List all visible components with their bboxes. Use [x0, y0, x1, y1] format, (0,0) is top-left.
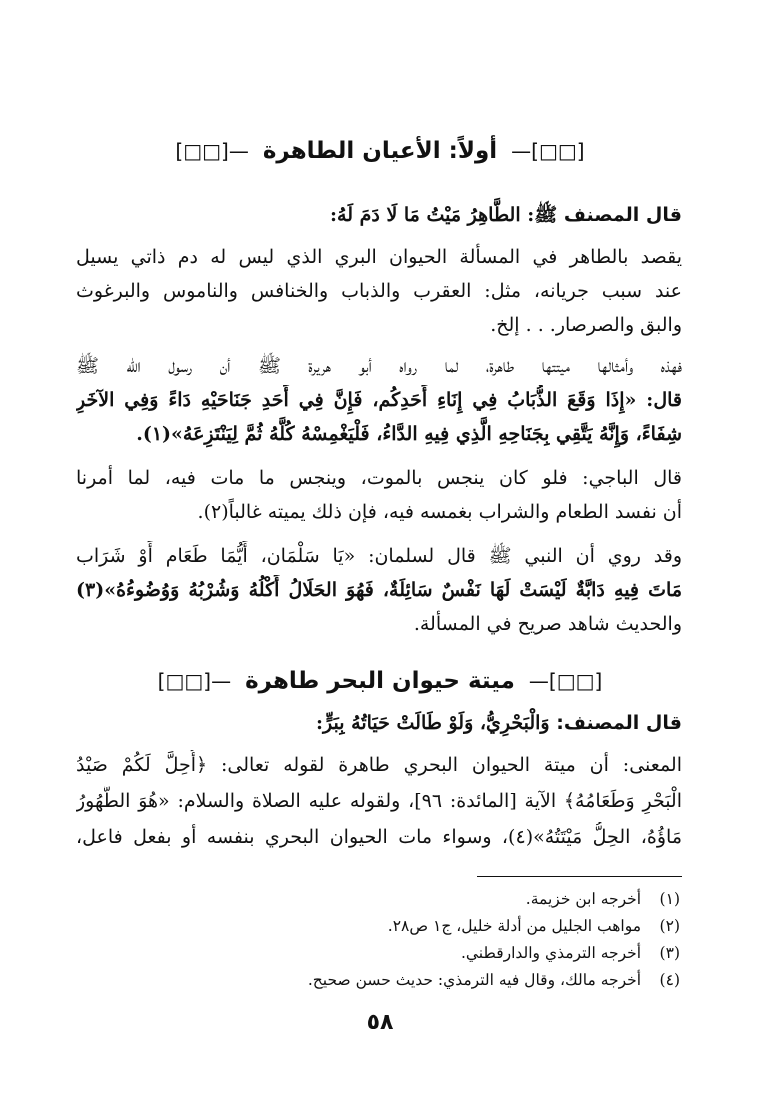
- paragraph-line: والحديث شاهد صريح في المسألة.: [413, 613, 682, 635]
- ornament-right: [□□]—: [511, 139, 585, 163]
- footnote-text: أخرجه مالك، وقال فيه الترمذي: حديث حسن صحيح.: [307, 971, 642, 989]
- paragraph-line: الْبَحْرِ وَطَعَامُهُ﴾ الآية [المائدة: ٩٦]، ولقوله عليه الصلاة والسلام: «هُوَ الطَّهُورُ: [76, 790, 682, 812]
- author-label: قال المصنف: [563, 204, 682, 226]
- hadith-line: شِفَاءً، وَإِنَّهُ يَتَّقِي بِجَنَاحِهِ الَّذِي فِيهِ الدَّاءُ، فَلْيَغْمِسْهُ كُلَّهُ ثُمَّ لِيَنْتَزِعَهُ»(١).: [136, 423, 682, 445]
- honorific: ﷺ‬:: [527, 204, 558, 226]
- paragraph-line: فهذه وأمثالها ميتتها طاهرة، لما رواه أبو هريرة ﷺ أن رسول الله ﷺ: [76, 355, 682, 377]
- author-statement-2: [76, 708, 682, 738]
- section-heading-2: [0, 668, 760, 694]
- footnote-text: مواهب الجليل من أدلة خليل، ج١ ص٢٨.: [387, 917, 642, 935]
- footnote-number: (٣): [659, 944, 680, 962]
- hadith-line: مَاتَ فِيهِ دَابَّةٌ لَيْسَتْ لَهَا نَفْسٌ سَائِلَةٌ، فَهُوَ الحَلَالُ أَكْلُهُ وَشُرْبُهُ وَوُضُوءُهُ»(٣): [76, 579, 682, 601]
- paragraph-line: المعنى: أن ميتة الحيوان البحري طاهرة لقوله تعالى: ﴿أُحِلَّ لَكُمْ صَيْدُ: [76, 754, 682, 776]
- author-label: قال المصنف:: [556, 712, 682, 734]
- paragraph-line: مَاؤُهُ، الحِلُّ مَيْتَتُهُ»(٤)، وسواء مات الحيوان البحري بنفسه أو بفعل فاعل،: [76, 826, 682, 848]
- footnote-number: (١): [659, 890, 680, 908]
- ornament-left: —[□□]: [175, 139, 249, 163]
- author-statement-1: [76, 200, 682, 230]
- author-quote: وَالْبَحْرِيُّ، وَلَوْ طَالَتْ حَيَاتُهُ بِبَرٍّ:: [316, 712, 550, 734]
- footnote: [80, 888, 680, 910]
- ornament-left: —[□□]: [157, 669, 232, 693]
- footnote-number: (٤): [659, 971, 680, 989]
- author-quote: الطَّاهِرُ مَيْتُ مَا لَا دَمَ لَهُ:: [330, 204, 521, 226]
- paragraph-line: والبق والصرصار. . . إلخ.: [490, 314, 682, 336]
- paragraph-line: عند سبب جريانه، مثل: العقرب والذباب والخنافس والناموس والبرغوث: [76, 280, 682, 302]
- heading-text: ميتة حيوان البحر طاهرة: [245, 668, 515, 694]
- footnote-number: (٢): [659, 917, 680, 935]
- footnote: [80, 915, 680, 937]
- footnote-text: أخرجه ابن خزيمة.: [525, 890, 642, 908]
- ornament-right: [□□]—: [528, 669, 603, 693]
- footnote-text: أخرجه الترمذي والدارقطني.: [460, 944, 642, 962]
- paragraph-line: قال الباجي: فلو كان ينجس بالموت، وينجس ما مات فيه، لما أمرنا: [76, 467, 682, 489]
- heading-text: أولاً: الأعيان الطاهرة: [262, 138, 498, 164]
- footnote-separator: [477, 876, 682, 877]
- page-number: ٥٨: [366, 1010, 394, 1035]
- paragraph-line: أن نفسد الطعام والشراب بغمسه فيه، فإن ذلك يميته غالباً(٢).: [197, 501, 682, 523]
- hadith-line: قال: «إِذَا وَقَعَ الذُّبَابُ فِي إِنَاءِ أَحَدِكُم، فَإِنَّ فِي أَحَدِ جَنَاحَيْهِ دَاءً وَفِي الآخَرِ: [76, 389, 682, 411]
- paragraph-line: وقد روي أن النبي ﷺ قال لسلمان: «يَا سَلْمَان، أَيُّمَا طَعَام أَوْ شَرَاب: [76, 545, 682, 567]
- paragraph-line: يقصد بالطاهر في المسألة الحيوان البري الذي ليس له دم ذاتي يسيل: [76, 246, 682, 268]
- footnote: [80, 942, 680, 964]
- footnote: [80, 969, 680, 991]
- section-heading-1: [0, 138, 760, 164]
